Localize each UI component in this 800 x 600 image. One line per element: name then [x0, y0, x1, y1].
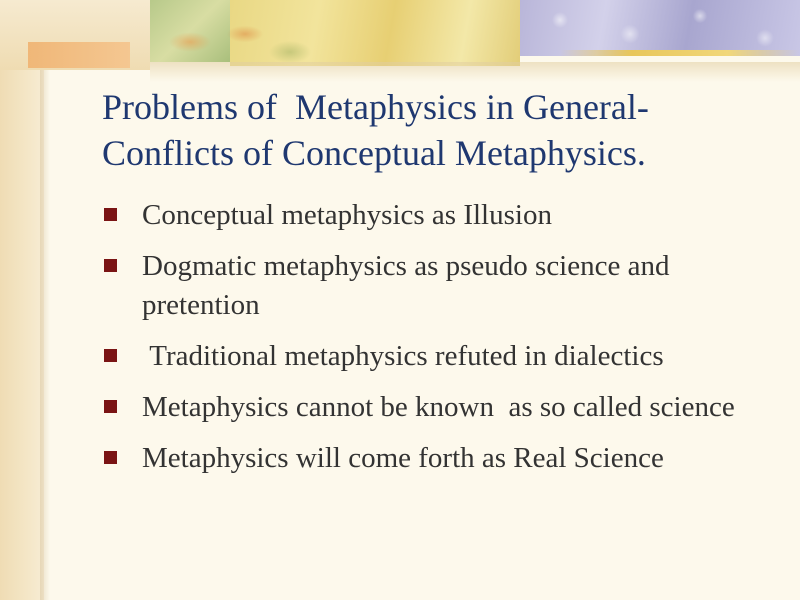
banner-blue-flower-texture [520, 0, 800, 56]
square-bullet-icon [104, 349, 117, 362]
slide-title-line-1: Problems of Metaphysics in General- [102, 87, 649, 127]
banner-gold-accent [560, 50, 800, 56]
left-strip-shadow [40, 60, 50, 600]
bullet-item [102, 337, 792, 376]
bullet-list [102, 196, 792, 490]
square-bullet-icon [104, 400, 117, 413]
banner-orange-block [28, 42, 130, 68]
square-bullet-icon [104, 208, 117, 221]
bullet-item [102, 388, 792, 427]
bullet-text: Conceptual metaphysics as Illusion [142, 199, 552, 231]
bullet-item [102, 247, 792, 325]
square-bullet-icon [104, 259, 117, 272]
bullet-text: Metaphysics will come forth as Real Science [142, 442, 664, 474]
bullet-text: Traditional metaphysics refuted in dialectics [142, 340, 664, 372]
square-bullet-icon [104, 451, 117, 464]
slide-title-line-2: Conflicts of Conceptual Metaphysics. [102, 133, 646, 173]
banner-shadow [150, 62, 800, 82]
decorative-banner [0, 0, 800, 82]
slide-title [102, 84, 792, 176]
bullet-text: Dogmatic metaphysics as pseudo science and pretention [142, 250, 677, 321]
bullet-item [102, 439, 792, 478]
left-decorative-strip [0, 0, 44, 600]
bullet-item [102, 196, 792, 235]
bullet-text: Metaphysics cannot be known as so called science [142, 391, 735, 423]
